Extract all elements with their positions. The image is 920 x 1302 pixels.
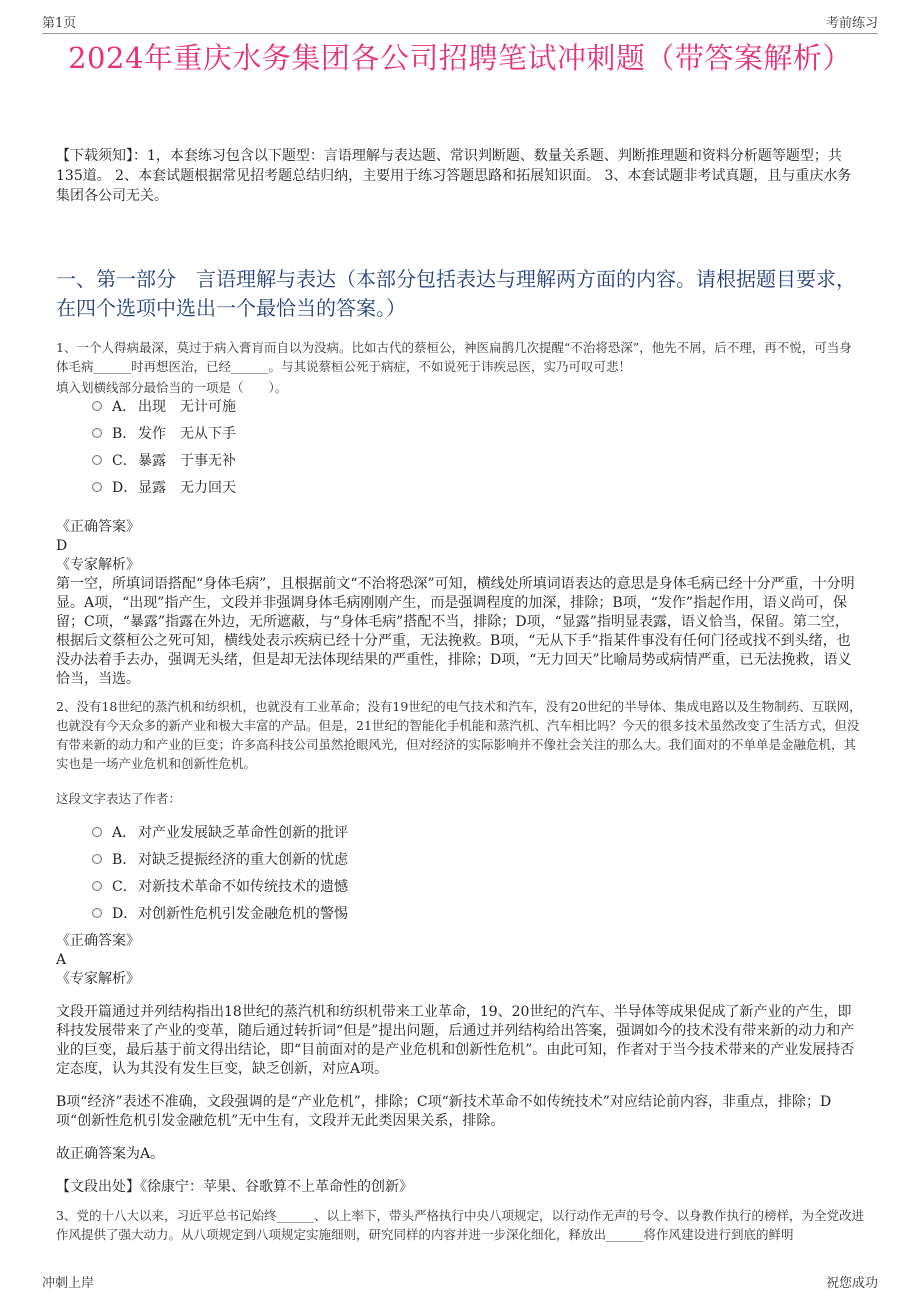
question-3-text: 3、党的十八大以来，习近平总书记始终______、以上率下，带头严格执行中央八项规定，以行动作无声的号令、以身教作执行的榜样，为全党改进作风提供了强大动力。从八项规定到八项规定实施细则，研究同样的内容并进一步深化细化，释放出______将作风建设进行到底的鲜明	[56, 1208, 864, 1242]
answer-value: A	[56, 952, 67, 968]
page-number: 第1页	[42, 16, 77, 31]
download-notice: 【下载须知】：1，本套练习包含以下题型：言语理解与表达题、常识判断题、数量关系题、判断推理题和资料分析题等题型；共135道。 2、本套试题根据常见招考题总结归纳，主要用于练习答题思路和拓展知识面。 3、本套试题非考试真题，且与重庆水务集团各公司无关。	[56, 148, 852, 204]
radio-icon[interactable]	[92, 455, 102, 465]
option-text: 对缺乏提振经济的重大创新的忧虑	[138, 851, 348, 868]
option-text: 对产业发展缺乏革命性创新的批评	[138, 824, 348, 841]
answer-value: D	[56, 538, 68, 554]
analysis-label: 《专家解析》	[56, 557, 140, 573]
radio-icon[interactable]	[92, 827, 102, 837]
radio-icon[interactable]	[92, 401, 102, 411]
question-2	[56, 697, 864, 808]
question-1	[56, 338, 864, 397]
option-text: 对创新性危机引发金融危机的警惕	[138, 905, 348, 922]
footer-left: 冲刺上岸	[42, 1276, 95, 1291]
option-text: 暴露 于事无补	[138, 452, 236, 469]
answer-label: 《正确答案》	[56, 933, 140, 949]
radio-icon[interactable]	[92, 908, 102, 918]
analysis-text-2: B项“经济”表述不准确，文段强调的是“产业危机”，排除；C项“新技术革命不如传统技术”对应结论前内容，非重点，排除；D项“创新性危机引发金融危机”无中生有，文段并无此类因果关系，排除。	[56, 1094, 832, 1129]
page-header	[42, 12, 878, 34]
radio-icon[interactable]	[92, 482, 102, 492]
question-1-prompt: 填入划横线部分最恰当的一项是（ ）。	[56, 380, 288, 395]
radio-icon[interactable]	[92, 881, 102, 891]
question-2-option-c[interactable]: C． 对新技术革命不如传统技术的遗憾	[92, 872, 348, 899]
analysis-label: 《专家解析》	[56, 971, 140, 987]
analysis-text-1: 文段开篇通过并列结构指出18世纪的蒸汽机和纺织机带来工业革命，19、20世纪的汽车、半导体等成果促成了新产业的产生，即科技发展带来了产业的变革，随后通过转折词“但是”提出问题，后通过并列结构给出答案，强调如今的技术没有带来新的动力和产业的巨变，最后基于前文得出结论，即“目前面对的是产业危机和创新性危机”。由此可知，作者对于当今技术带来的产业发展持否定态度，认为其没有发生巨变，缺乏创新，对应A项。	[56, 1004, 855, 1077]
question-1-text: 1、一个人得病最深，莫过于病入膏肓而自以为没病。比如古代的蔡桓公，神医扁鹊几次提醒“不治将恐深”，他先不屑，后不理，再不悦，可当身体毛病______时再想医治，已经______。与其说蔡桓公死于病症，不如说死于讳疾忌医，实乃可叹可悲！	[56, 340, 852, 374]
question-2-answer-block	[56, 932, 862, 1197]
question-2-option-d[interactable]: D． 对创新性危机引发金融危机的警惕	[92, 899, 348, 926]
source-text: 【文段出处】《徐康宁：苹果、谷歌算不上革命性的创新》	[56, 1179, 413, 1195]
header-label: 考前练习	[825, 16, 878, 31]
radio-icon[interactable]	[92, 854, 102, 864]
radio-icon[interactable]	[92, 428, 102, 438]
question-1-option-a[interactable]: A． 出现 无计可施	[92, 392, 236, 419]
footer-right: 祝您成功	[825, 1276, 878, 1291]
conclusion-text: 故正确答案为A。	[56, 1146, 165, 1162]
question-1-option-d[interactable]: D． 显露 无力回天	[92, 473, 236, 500]
answer-label: 《正确答案》	[56, 519, 140, 535]
page-footer	[42, 1272, 878, 1291]
question-1-options	[92, 392, 236, 500]
option-text: 对新技术革命不如传统技术的遗憾	[138, 878, 348, 895]
option-text: 发作 无从下手	[138, 425, 236, 442]
question-1-answer-block	[56, 518, 862, 689]
question-2-text: 2、没有18世纪的蒸汽机和纺织机，也就没有工业革命；没有19世纪的电气技术和汽车，没有20世纪的半导体、集成电路以及生物制药、互联网，也就没有今天众多的新产业和极大丰富的产品。但是，21世纪的智能化手机能和蒸汽机、汽车相比吗？今天的很多技术虽然改变了生活方式，但没有带来新的动力和产业的巨变；许多高科技公司虽然抢眼风光，但对经济的实际影响并不像社会关注的那么大。我们面对的不单单是金融危机，其实也是一场产业危机和创新性危机。	[56, 699, 862, 771]
option-text: 显露 无力回天	[138, 479, 236, 496]
question-2-option-a[interactable]: A． 对产业发展缺乏革命性创新的批评	[92, 818, 348, 845]
section-heading: 一、第一部分 言语理解与表达（本部分包括表达与理解两方面的内容。请根据题目要求，在四个选项中选出一个最恰当的答案。）	[56, 267, 856, 320]
question-2-prompt: 这段文字表达了作者：	[56, 791, 182, 806]
document-title: 2024年重庆水务集团各公司招聘笔试冲刺题（带答案解析）	[68, 41, 852, 75]
question-1-option-c[interactable]: C． 暴露 于事无补	[92, 446, 236, 473]
question-2-option-b[interactable]: B． 对缺乏提振经济的重大创新的忧虑	[92, 845, 348, 872]
question-1-option-b[interactable]: B． 发作 无从下手	[92, 419, 236, 446]
option-text: 出现 无计可施	[138, 398, 236, 415]
question-2-options	[92, 818, 348, 926]
question-3	[56, 1206, 864, 1244]
analysis-text: 第一空，所填词语搭配“身体毛病”，且根据前文“不治将恐深”可知，横线处所填词语表达的意思是身体毛病已经十分严重，十分明显。A项，“出现”指产生，文段并非强调身体毛病刚刚产生，而是强调程度的加深，排除；B项，“发作”指起作用，语义尚可，保留；C项，“暴露”指露在外边，无所遮蔽，与“身体毛病”搭配不当，排除；D项，“显露”指明显表露，语义恰当，保留。第二空，根据后文蔡桓公之死可知，横线处表示疾病已经十分严重，无法挽救。B项，“无从下手”指某件事没有任何门径或找不到头绪，也没办法着手去办，强调无头绪，但是却无法体现结果的严重性，排除；D项，“无力回天”比喻局势或病情严重，已无法挽救，语义恰当，当选。	[56, 576, 855, 687]
